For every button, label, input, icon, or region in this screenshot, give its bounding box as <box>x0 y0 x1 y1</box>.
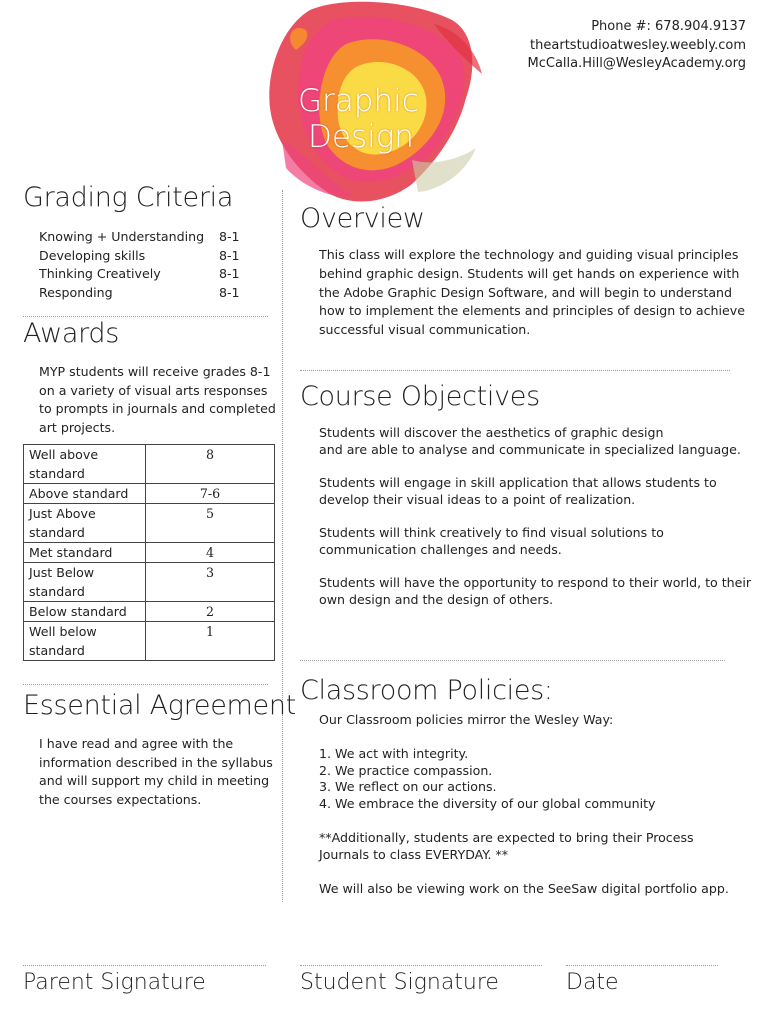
criteria-row <box>39 247 259 266</box>
table-row <box>24 543 275 563</box>
policies-additional <box>319 830 729 864</box>
column-divider <box>282 190 283 902</box>
table-row <box>24 445 275 484</box>
email-link[interactable]: McCalla.Hill@WesleyAcademy.org <box>527 56 746 71</box>
criteria-grade: 8-1 <box>219 266 240 281</box>
date-label: Date <box>566 970 619 995</box>
table-row <box>24 622 275 661</box>
level-cell: Well below standard <box>24 622 146 661</box>
overview-heading: Overview <box>300 203 425 234</box>
awards-intro-line: art projects. <box>39 419 116 435</box>
awards-heading: Awards <box>23 318 120 349</box>
grade-cell: 1 <box>146 622 275 661</box>
objective-line: and are able to analyse and communicate in specialized language. <box>319 442 741 457</box>
overview-line: This class will explore the technology and guiding visual principles <box>319 247 739 262</box>
objective-paragraph <box>319 574 751 608</box>
criteria-grade: 8-1 <box>219 284 240 300</box>
agreement-line: information described in the syllabus <box>39 754 273 770</box>
list-text: We practice compassion. <box>335 762 493 778</box>
logo-line-2: Design <box>308 119 414 155</box>
additional-line: **Additionally, students are expected to bring their Process <box>319 829 694 845</box>
policies-list <box>319 746 729 813</box>
level-cell: Just Below standard <box>24 563 146 602</box>
objective-line: own design and the design of others. <box>319 592 554 607</box>
date-line[interactable] <box>566 965 718 966</box>
seesaw-note: We will also be viewing work on the SeeSaw digital portfolio app. <box>319 880 729 896</box>
table-row <box>24 563 275 602</box>
list-number: 4. <box>319 796 332 812</box>
grade-cell: 2 <box>146 602 275 622</box>
overview-text <box>319 246 745 340</box>
objective-line: Students will engage in skill application that allows students to <box>319 475 717 490</box>
criteria-name: Thinking Creatively <box>39 266 161 281</box>
list-number: 2. <box>319 762 332 778</box>
criteria-row <box>39 284 259 303</box>
criteria-grade: 8-1 <box>219 229 240 244</box>
agreement-line: the courses expectations. <box>39 791 202 807</box>
section-divider <box>300 370 730 371</box>
list-item <box>319 763 729 780</box>
list-item <box>319 779 729 796</box>
student-signature-line[interactable] <box>300 965 542 966</box>
criteria-name: Developing skills <box>39 247 146 263</box>
overview-line: how to implement the elements and principles of design to achieve <box>319 303 745 319</box>
criteria-name: Knowing + Understanding <box>39 229 205 244</box>
level-cell: Below standard <box>24 602 146 622</box>
level-cell: Well above standard <box>24 445 146 484</box>
course-objectives-heading: Course Objectives <box>300 381 540 412</box>
list-text: We reflect on our actions. <box>335 779 497 795</box>
grade-cell: 3 <box>146 563 275 602</box>
list-item <box>319 746 729 763</box>
criteria-name: Responding <box>39 284 113 300</box>
objective-line: Students will discover the aesthetics of graphic design <box>319 425 664 440</box>
objective-line: communication challenges and needs. <box>319 542 562 557</box>
awards-intro-line: on a variety of visual arts responses <box>39 382 268 398</box>
awards-intro <box>39 363 276 437</box>
awards-table <box>23 444 275 661</box>
agreement-line: and will support my child in meeting <box>39 773 270 788</box>
parent-signature-label: Parent Signature <box>23 970 206 995</box>
overview-line: behind graphic design. Students will get hands on experience with <box>319 265 740 281</box>
criteria-row <box>39 228 259 247</box>
level-cell: Met standard <box>24 543 146 563</box>
grade-cell: 5 <box>146 504 275 543</box>
objective-line: Students will have the opportunity to respond to their world, to their <box>319 575 752 590</box>
essential-agreement-text <box>39 735 273 809</box>
logo-line-1: Graphic <box>298 83 419 119</box>
level-cell: Just Above standard <box>24 504 146 543</box>
agreement-line: I have read and agree with the <box>39 736 234 751</box>
table-row <box>24 504 275 543</box>
classroom-policies-text <box>319 712 729 897</box>
list-text: We embrace the diversity of our global community <box>335 796 656 812</box>
grading-criteria-list <box>39 228 259 302</box>
grading-criteria-heading: Grading Criteria <box>23 182 234 213</box>
list-text: We act with integrity. <box>335 745 469 761</box>
criteria-grade: 8-1 <box>219 247 240 263</box>
parent-signature-line[interactable] <box>23 965 266 966</box>
level-cell: Above standard <box>24 484 146 504</box>
overview-line: the Adobe Graphic Design Software, and will begin to understand <box>319 284 733 300</box>
objective-paragraph <box>319 474 751 508</box>
policies-intro: Our Classroom policies mirror the Wesley Way: <box>319 712 614 727</box>
course-objectives-text <box>319 424 751 608</box>
additional-line: Journals to class EVERYDAY. ** <box>319 846 509 862</box>
criteria-row <box>39 265 259 284</box>
objective-line: Students will think creatively to find visual solutions to <box>319 525 664 540</box>
section-divider <box>23 316 268 317</box>
objective-paragraph <box>319 524 751 558</box>
awards-intro-line: MYP students will receive grades 8-1 <box>39 364 271 379</box>
list-number: 1. <box>319 745 332 761</box>
list-number: 3. <box>319 779 332 795</box>
table-row <box>24 484 275 504</box>
objective-paragraph <box>319 424 751 458</box>
objective-line: develop their visual ideas to a point of realization. <box>319 492 636 507</box>
overview-line: successful visual communication. <box>319 322 531 338</box>
logo-title <box>298 83 419 155</box>
list-item <box>319 796 729 813</box>
awards-intro-line: to prompts in journals and completed <box>39 401 276 416</box>
classroom-policies-heading: Classroom Policies: <box>300 675 553 706</box>
table-row <box>24 602 275 622</box>
phone-number: Phone #: 678.904.9137 <box>591 19 746 34</box>
section-divider <box>300 660 725 661</box>
website-link[interactable]: theartstudioatwesley.weebly.com <box>530 37 746 53</box>
grade-cell: 8 <box>146 445 275 484</box>
student-signature-label: Student Signature <box>300 970 499 995</box>
grade-cell: 4 <box>146 543 275 563</box>
contact-info <box>528 18 747 74</box>
grade-cell: 7-6 <box>146 484 275 504</box>
section-divider <box>23 684 268 685</box>
essential-agreement-heading: Essential Agreement <box>23 690 296 721</box>
